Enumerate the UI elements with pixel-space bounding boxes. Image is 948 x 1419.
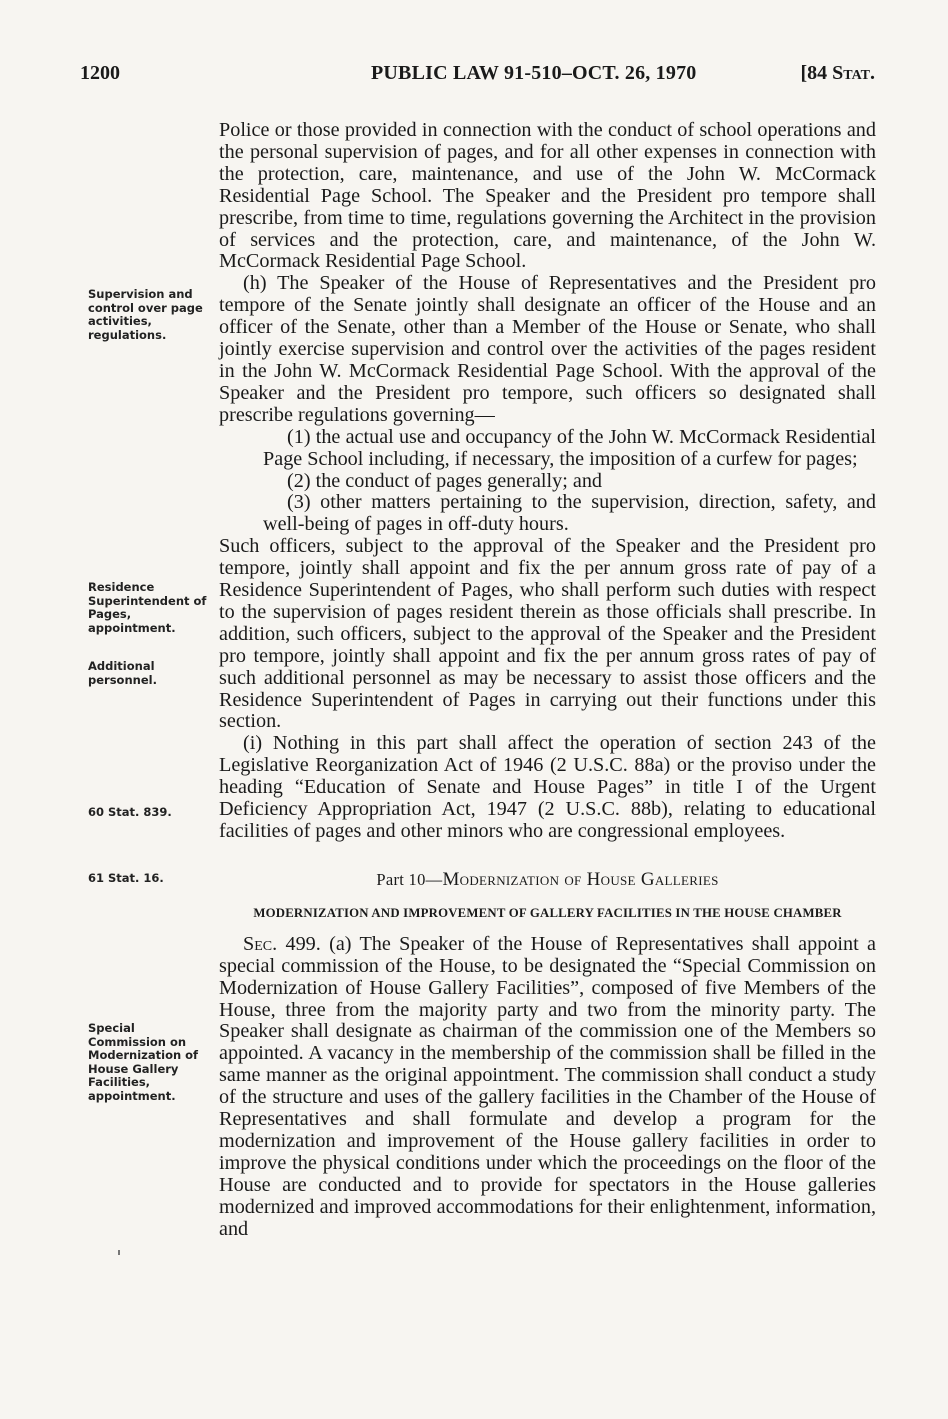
header-stat-citation [800, 62, 875, 85]
section-subheading: MODERNIZATION AND IMPROVEMENT OF GALLERY FACILITIES IN THE HOUSE CHAMBER [253, 905, 842, 920]
part-title: Modernization of House Galleries [442, 868, 719, 890]
paragraph-sec-499 [219, 934, 876, 1241]
page-number: 1200 [80, 62, 120, 84]
section-499-text: 499. (a) The Speaker of the House of Representatives shall appoint a special commission of the House, to be designated the “Special Commission on Modernization of House Gallery Facilities”, composed of five Members of the House, three from the majority party and two from the minority party. The Speaker shall designate as chairman of the commission one of the Members so appointed. A vacancy in the membership of the commission shall be filled in the same manner as the original appointment. The commission shall conduct a study of the structure and uses of the gallery facilities in the Chamber of the House of Representatives and shall formulate and develop a program for the modernization and improvement of the House gallery facilities in order to improve the physical conditions under which the proceedings on the floor of the House are conducted and to provide for spectators in the House galleries modernized and improved accommodations for their enlightenment, information, and [219, 932, 876, 1240]
part-heading [219, 869, 876, 891]
stat-label: Stat. [832, 62, 875, 84]
paragraph-superintendent: Such officers, subject to the approval of the Speaker and the President pro tempore, jointly shall appoint and fix the per annum gross rate of pay of a Residence Superintendent of Pages, who shall perform such duties with respect to the supervision of pages resident therein as those officials shall prescribe. In addition, such officers, subject to the approval of the Speaker and the President pro tempore, jointly shall appoint and fix the per annum gross rates of pay of such additional personnel as may be necessary to assist those officers and the Residence Superintendent of Pages in carrying out their functions under this section. [219, 535, 876, 733]
margin-note-special-commission: Special Commission on Modernization of House Gallery Facilities, appointment. [88, 1021, 199, 1103]
stray-mark [118, 1250, 120, 1255]
paragraph-continuation: Police or those provided in connection with the conduct of school operations and the personal supervision of pages, and for all other expenses in connection with the protection, care, maintenance, and use of the John W. McCormack Residential Page School. The Speaker and the President pro tempore shall prescribe, from time to time, regulations governing the Architect in the provision of services and the protection, care, and maintenance, of the John W. McCormack Residential Page School. [219, 119, 876, 273]
list-item-3: (3) other matters pertaining to the supervision, direction, safety, and well-being of pages in off-duty hours. [263, 491, 876, 536]
section-label: Sec. [243, 932, 278, 955]
body-text [219, 120, 876, 1241]
page-header [80, 62, 875, 94]
margin-note-60-stat: 60 Stat. 839. [88, 805, 172, 819]
header-title: PUBLIC LAW 91-510–OCT. 26, 1970 [371, 62, 697, 84]
margin-note-supervision: Supervision and control over page activities, regulations. [88, 287, 203, 342]
margin-note-61-stat: 61 Stat. 16. [88, 871, 164, 885]
margin-note-residence-superintendent: Residence Superintendent of Pages, appointment. [88, 580, 207, 635]
margin-note-additional-personnel: Additional personnel. [88, 659, 157, 687]
part-prefix: Part 10— [376, 869, 443, 889]
paragraph-i: (i) Nothing in this part shall affect the operation of section 243 of the Legislative Reorganization Act of 1946 (2 U.S.C. 88a) or the proviso under the heading “Education of Senate and House Pages” in title I of the Urgent Deficiency Appropriation Act, 1947 (2 U.S.C. 88b), relating to educational facilities of pages and other minors who are congressional employees. [219, 732, 876, 842]
list-item-2: (2) the conduct of pages generally; and [287, 469, 603, 492]
paragraph-h: (h) The Speaker of the House of Representatives and the President pro tempore of the Senate jointly shall designate an officer of the House and an officer of the Senate, other than a Member of the House or Senate, who shall jointly exercise supervision and control over the activities of the pages resident in the John W. McCormack Residential Page School. With the approval of the Speaker and the President pro tempore, such officers so designated shall prescribe regulations governing— [219, 272, 876, 426]
stat-open: [84 [800, 62, 833, 84]
list-item-1: (1) the actual use and occupancy of the John W. McCormack Residential Page School including, if necessary, the imposition of a curfew for pages; [263, 425, 876, 470]
